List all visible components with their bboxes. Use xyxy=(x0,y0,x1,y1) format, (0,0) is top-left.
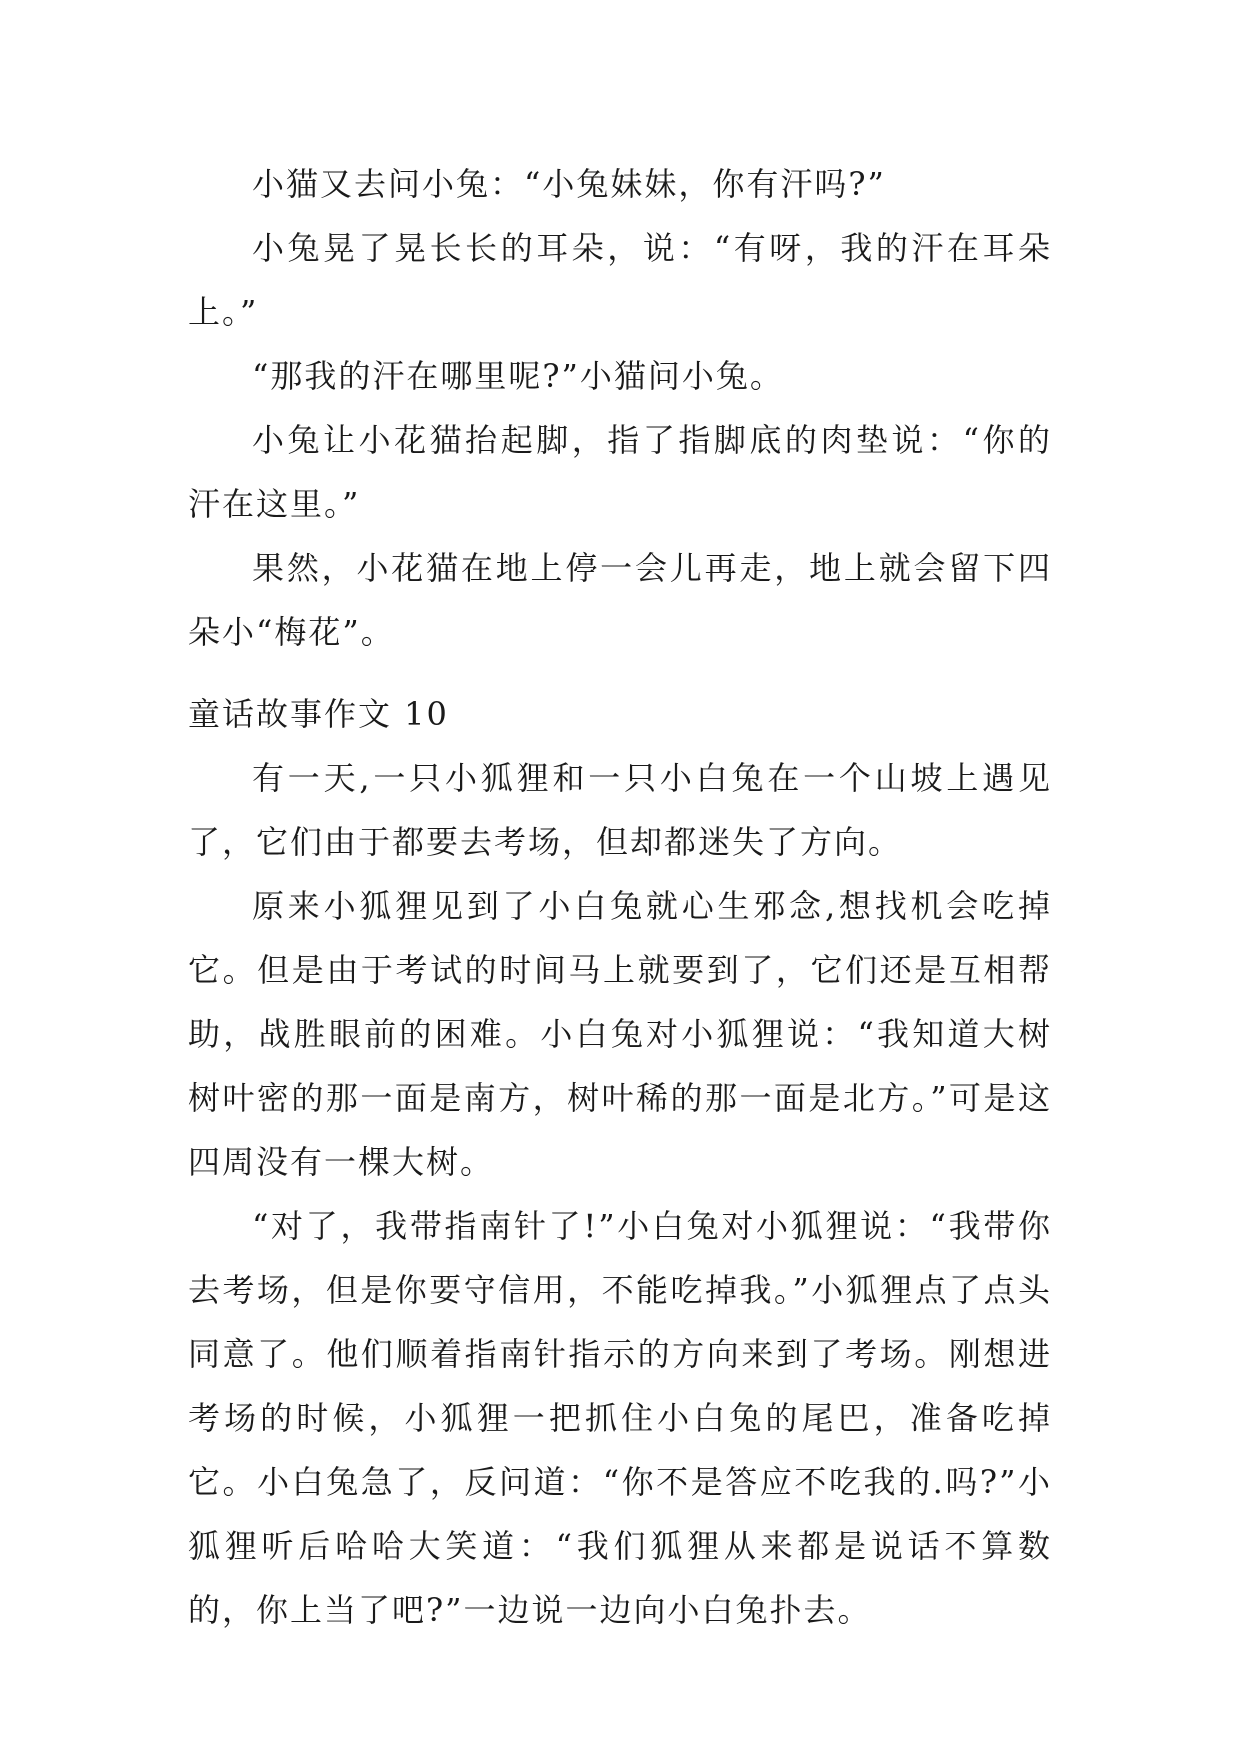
paragraph: 小猫又去问小兔：“小兔妹妹，你有汗吗?” xyxy=(252,165,886,203)
paragraph: 原来小狐狸见到了小白兔就心生邪念,想找机会吃掉它。但是由于考试的时间马上就要到了，它们还是互相帮助，战胜眼前的困难。小白兔对小狐狸说：“我知道大树树叶密的那一面是南方，树叶稀的那一面是北方。”可是这四周没有一棵大树。 xyxy=(188,887,1052,1181)
paragraph: 小兔让小花猫抬起脚，指了指脚底的肉垫说：“你的汗在这里。” xyxy=(188,421,1052,523)
paragraph: 有一天,一只小狐狸和一只小白兔在一个山坡上遇见了，它们由于都要去考场，但却都迷失了方向。 xyxy=(188,759,1052,861)
story-prev-section xyxy=(188,152,1052,664)
paragraph: “对了，我带指南针了!”小白兔对小狐狸说：“我带你去考场，但是你要守信用，不能吃掉我。”小狐狸点了点头同意了。他们顺着指南针指示的方向来到了考场。刚想进考场的时候，小狐狸一把抓住小白兔的尾巴，准备吃掉它。小白兔急了，反问道：“你不是答应不吃我的.吗?”小狐狸听后哈哈大笑道：“我们狐狸从来都是说话不算数的，你上当了吧?”一边说一边向小白兔扑去。 xyxy=(188,1207,1052,1629)
paragraph: 果然，小花猫在地上停一会儿再走，地上就会留下四朵小“梅花”。 xyxy=(188,549,1052,651)
paragraph: 小兔晃了晃长长的耳朵，说：“有呀，我的汗在耳朵上。” xyxy=(188,229,1052,331)
paragraph: “那我的汗在哪里呢?”小猫问小兔。 xyxy=(252,357,784,395)
story-10-section xyxy=(188,682,1052,1642)
section-title: 童话故事作文 10 xyxy=(188,695,449,733)
